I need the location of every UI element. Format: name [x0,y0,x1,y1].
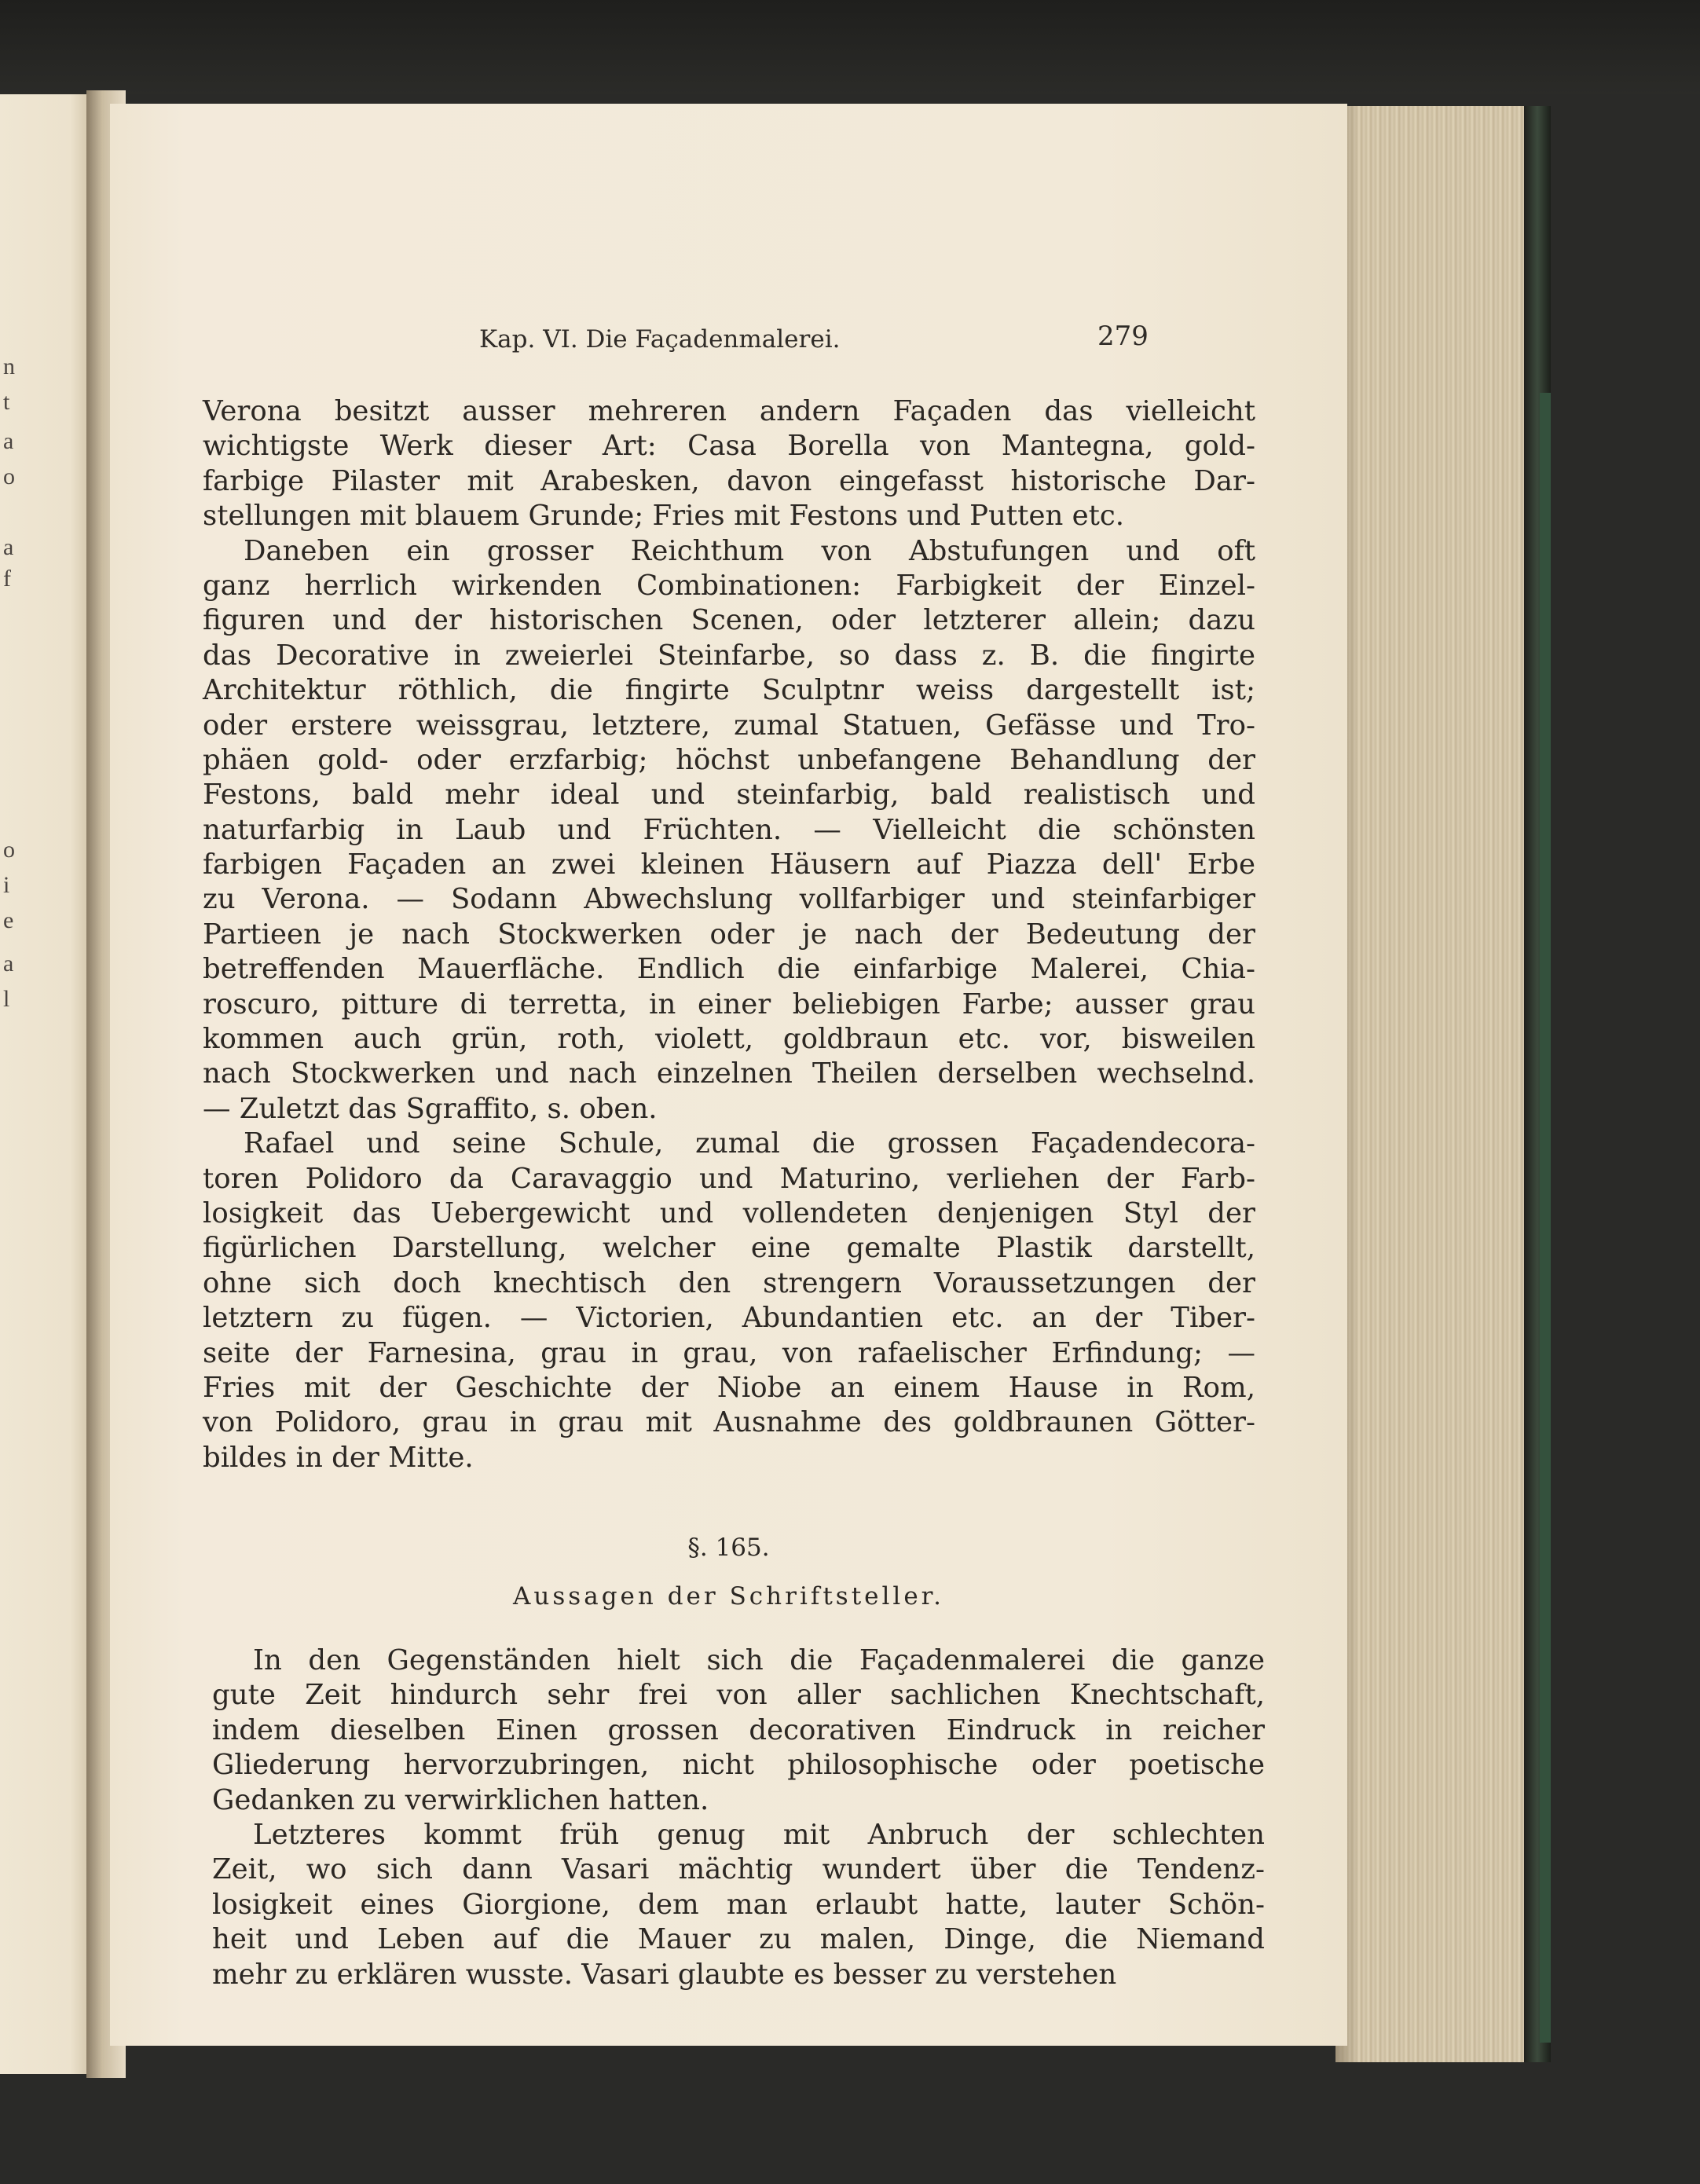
text-line: losigkeit eines Giorgione, dem man erlaubt hatte, lauter Schön- [212,1888,1265,1921]
right-page [110,104,1347,2046]
text-line: Zeit, wo sich dann Vasari mächtig wundert über die Tendenz- [212,1853,1265,1886]
text-line: Gliederung hervorzubringen, nicht philosophische oder poetische [212,1749,1265,1782]
text-line: das Decorative in zweierlei Steinfarbe, so dass z. B. die fingirte [203,639,1255,672]
body-text-block-1 [203,394,1255,1475]
text-line: In den Gegenständen hielt sich die Façadenmalerei die ganze [253,1644,1265,1676]
text-line: Gedanken zu verwirklichen hatten. [212,1783,709,1816]
left-page-margin-letters [0,94,16,2074]
text-line: Letzteres kommt früh genug mit Anbruch der schlechten [253,1818,1265,1851]
text-line: Architektur röthlich, die fingirte Sculptnr weiss dargestellt ist; [203,674,1255,707]
text-line: letztern zu fügen. — Victorien, Abundantien etc. an der Tiber- [203,1302,1255,1335]
section-heading: Aussagen der Schriftsteller. [513,1582,944,1611]
text-line: naturfarbig in Laub und Früchten. — Vielleicht die schönsten [203,813,1255,846]
margin-letter: i [3,872,10,898]
text-line: — Zuletzt das Sgraffito, s. oben. [203,1092,658,1125]
text-line: figuren und der historischen Scenen, oder letzterer allein; dazu [203,604,1255,637]
text-line: farbige Pilaster mit Arabesken, davon eingefasst historische Dar- [203,464,1255,497]
text-line: oder erstere weissgrau, letztere, zumal Statuen, Gefässe und Tro- [203,709,1255,742]
margin-letter: f [3,566,11,592]
text-line: mehr zu erklären wusste. Vasari glaubte es besser zu verstehen [212,1958,1117,1991]
text-line: bildes in der Mitte. [203,1441,474,1474]
left-page-edge [0,94,101,2074]
text-line: kommen auch grün, roth, violett, goldbraun etc. vor, bisweilen [203,1023,1255,1056]
text-line: von Polidoro, grau in grau mit Ausnahme des goldbraunen Götter- [203,1406,1255,1439]
page-edges [1335,106,1540,2062]
text-line: seite der Farnesina, grau in grau, von rafaelischer Erfindung; — [203,1336,1255,1369]
text-line: ganz herrlich wirkenden Combinationen: Farbigkeit der Einzel- [203,569,1255,602]
text-line: figürlichen Darstellung, welcher eine gemalte Plastik darstellt, [203,1232,1255,1265]
text-line: roscuro, pitture di terretta, in einer beliebigen Farbe; ausser grau [203,988,1255,1021]
page-number: 279 [1097,321,1149,352]
margin-letter: o [3,837,15,863]
margin-letter: o [3,464,15,489]
margin-letter: t [3,389,10,415]
text-line: Daneben ein grosser Reichthum von Abstufungen und oft [244,534,1255,567]
text-line: toren Polidoro da Caravaggio und Maturino, verliehen der Farb- [203,1162,1255,1195]
text-line: indem dieselben Einen grossen decorativen Eindruck in reicher [212,1713,1265,1746]
section-number: §. 165. [687,1534,770,1562]
running-title: Kap. VI. Die Façadenmalerei. [479,325,841,354]
margin-letter: n [3,354,15,379]
text-line: losigkeit das Uebergewicht und vollendeten denjenigen Styl der [203,1196,1255,1229]
text-line: farbigen Façaden an zwei kleinen Häusern auf Piazza dell' Erbe [203,848,1255,881]
book-cover-cloth [1540,393,1551,2043]
margin-letter: a [3,951,14,977]
running-head [110,321,1347,357]
text-line: betreffenden Mauerfläche. Endlich die einfarbige Malerei, Chia- [203,953,1255,986]
margin-letter: l [3,986,10,1012]
text-line: zu Verona. — Sodann Abwechslung vollfarbiger und steinfarbiger [203,883,1255,916]
text-line: phäen gold- oder erzfarbig; höchst unbefangene Behandlung der [203,743,1255,776]
text-line: Festons, bald mehr ideal und steinfarbig, bald realistisch und [203,779,1255,812]
text-line: Verona besitzt ausser mehreren andern Façaden das vielleicht [203,395,1255,427]
text-line: Fries mit der Geschichte der Niobe an einem Hause in Rom, [203,1371,1255,1404]
text-line: ohne sich doch knechtisch den strengern Voraussetzungen der [203,1266,1255,1299]
body-text-block-2 [212,1643,1265,1992]
dark-background [0,0,1700,94]
text-line: Rafael und seine Schule, zumal die grossen Façadendecora- [244,1127,1255,1160]
text-line: heit und Leben auf die Mauer zu malen, Dinge, die Niemand [212,1923,1265,1956]
margin-letter: a [3,428,14,454]
text-line: wichtigste Werk dieser Art: Casa Borella von Mantegna, gold- [203,430,1255,463]
text-line: gute Zeit hindurch sehr frei von aller sachlichen Knechtschaft, [212,1679,1265,1712]
text-line: stellungen mit blauem Grunde; Fries mit Festons und Putten etc. [203,500,1125,533]
margin-letter: a [3,534,14,560]
text-line: Partieen je nach Stockwerken oder je nach der Bedeutung der [203,918,1255,951]
margin-letter: e [3,907,14,933]
text-line: nach Stockwerken und nach einzelnen Theilen derselben wechselnd. [203,1057,1255,1090]
